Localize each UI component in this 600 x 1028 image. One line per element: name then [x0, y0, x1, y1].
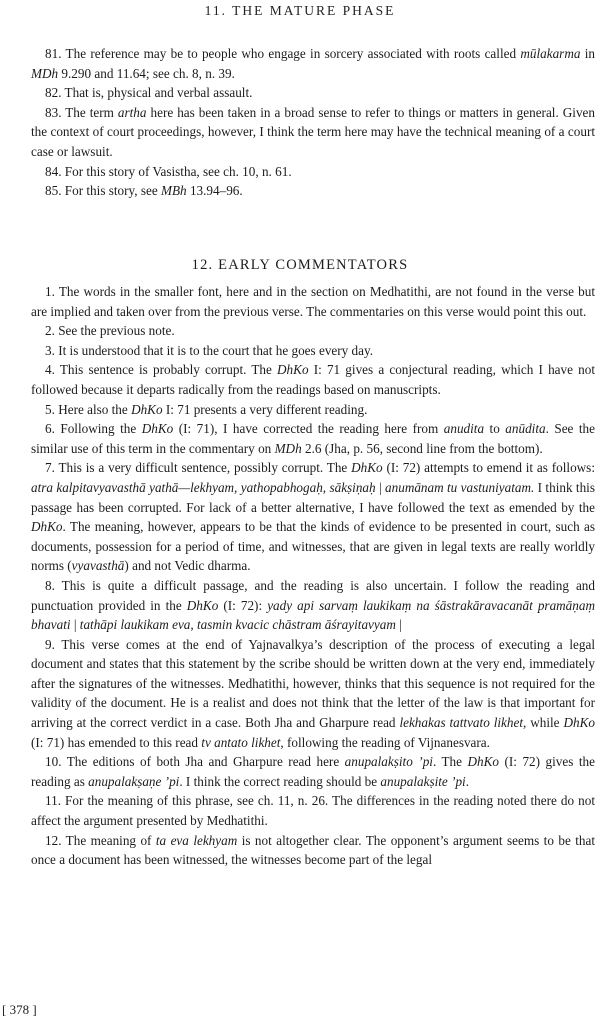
footnote: 82. That is, physical and verbal assault.	[45, 85, 253, 101]
footnote: 11. For the meaning of this phrase, see ch. 11, n. 26. The differences in the reading noted there do not affect the argument presented by Medhatithi.	[31, 793, 595, 829]
footnote: 9. This verse comes at the end of Yajnavalkya’s description of the process of executing a legal document and states that this statement by the scribe should be written down at the very end, immediately after the signatures of the witnesses. Medhatithi, however, thinks that this sequence is not required for the validity of the document. He is a realist and does not think that the letter of the law is that important for arriving at the correct verdict in a case. Both Jha and Gharpure read lekhakas tattvato likhet, while DhKo (I: 71) has emended to this read tv antato likhet, following the reading of Vijnanesvara.	[31, 636, 595, 750]
page-number: [ 378 ]	[2, 1002, 37, 1017]
footnote: 83. The term artha here has been taken in a broad sense to refer to things or matters in general. Given the context of court proceedings, however, I think the term here may have the technical meaning of a court case or lawsuit.	[31, 104, 595, 159]
footnote: 5. Here also the DhKo I: 71 presents a very different reading.	[45, 401, 368, 417]
footnote: 4. This sentence is probably corrupt. The DhKo I: 71 gives a conjectural reading, which I have not followed because it departs radically from the readings based on manuscripts.	[31, 362, 595, 397]
footnote: 8. This is quite a difficult passage, and the reading is also uncertain. I follow the reading and punctuation provided in the DhKo (I: 72): yady api sarvaṃ laukikaṃ na śāstrakāravacanāt pramāṇaṃ bhavati | tathāpi laukikam eva, tasmin kvacic chāstram āśrayitavyam |	[31, 577, 595, 633]
section-title: 12. EARLY COMMENTATORS	[191, 257, 409, 273]
footnote: 84. For this story of Vasistha, see ch. 10, n. 61.	[45, 163, 292, 179]
footnote: 12. The meaning of ta eva lekhyam is not altogether clear. The opponent’s argument seems to be that once a document has been witnessed, the witnesses become part of the legal	[31, 832, 596, 868]
footnote: 2. See the previous note.	[45, 323, 175, 339]
footnote: 6. Following the DhKo (I: 71), I have corrected the reading here from anudita to anūdita. See the similar use of this term in the commentary on MDh 2.6 (Jha, p. 56, second line from the bottom).	[31, 421, 596, 456]
section-12-notes	[31, 282, 595, 870]
footnote: 81. The reference may be to people who engage in sorcery associated with roots called mūlakarma in MDh 9.290 and 11.64; see ch. 8, n. 39.	[31, 46, 595, 81]
section-11-notes	[31, 44, 595, 201]
footnote: 1. The words in the smaller font, here and in the section on Medhatithi, are not found in the verse but are implied and taken over from the previous verse. The commentaries on this verse would point this out.	[31, 284, 595, 319]
running-header: 11. THE MATURE PHASE	[204, 3, 396, 18]
footnote: 3. It is understood that it is to the court that he goes every day.	[45, 342, 374, 358]
footnote: 85. For this story, see MBh 13.94–96.	[45, 183, 243, 199]
footnote: 10. The editions of both Jha and Gharpure read here anupalakṣito ’pi. The DhKo (I: 72) gives the reading as anupalakṣaṇe ’pi. I think the correct reading should be anupalakṣite ’pi.	[31, 754, 595, 789]
footnote: 7. This is a very difficult sentence, possibly corrupt. The DhKo (I: 72) attempts to emend it as follows: atra kalpitavyavasthā yathā—lekhyam, yathopabhogaḥ, sākṣiṇaḥ | anumānam tu vastuniyatam. I think this passage has been corrupted. For lack of a better alternative, I have followed the text as emended by the DhKo. The meaning, however, appears to be that the kinds of evidence to be presented in court, such as documents, possession for a period of time, and witnesses, that are given in legal texts are really worldly norms (vyavasthā) and not Vedic dharma.	[31, 460, 595, 574]
